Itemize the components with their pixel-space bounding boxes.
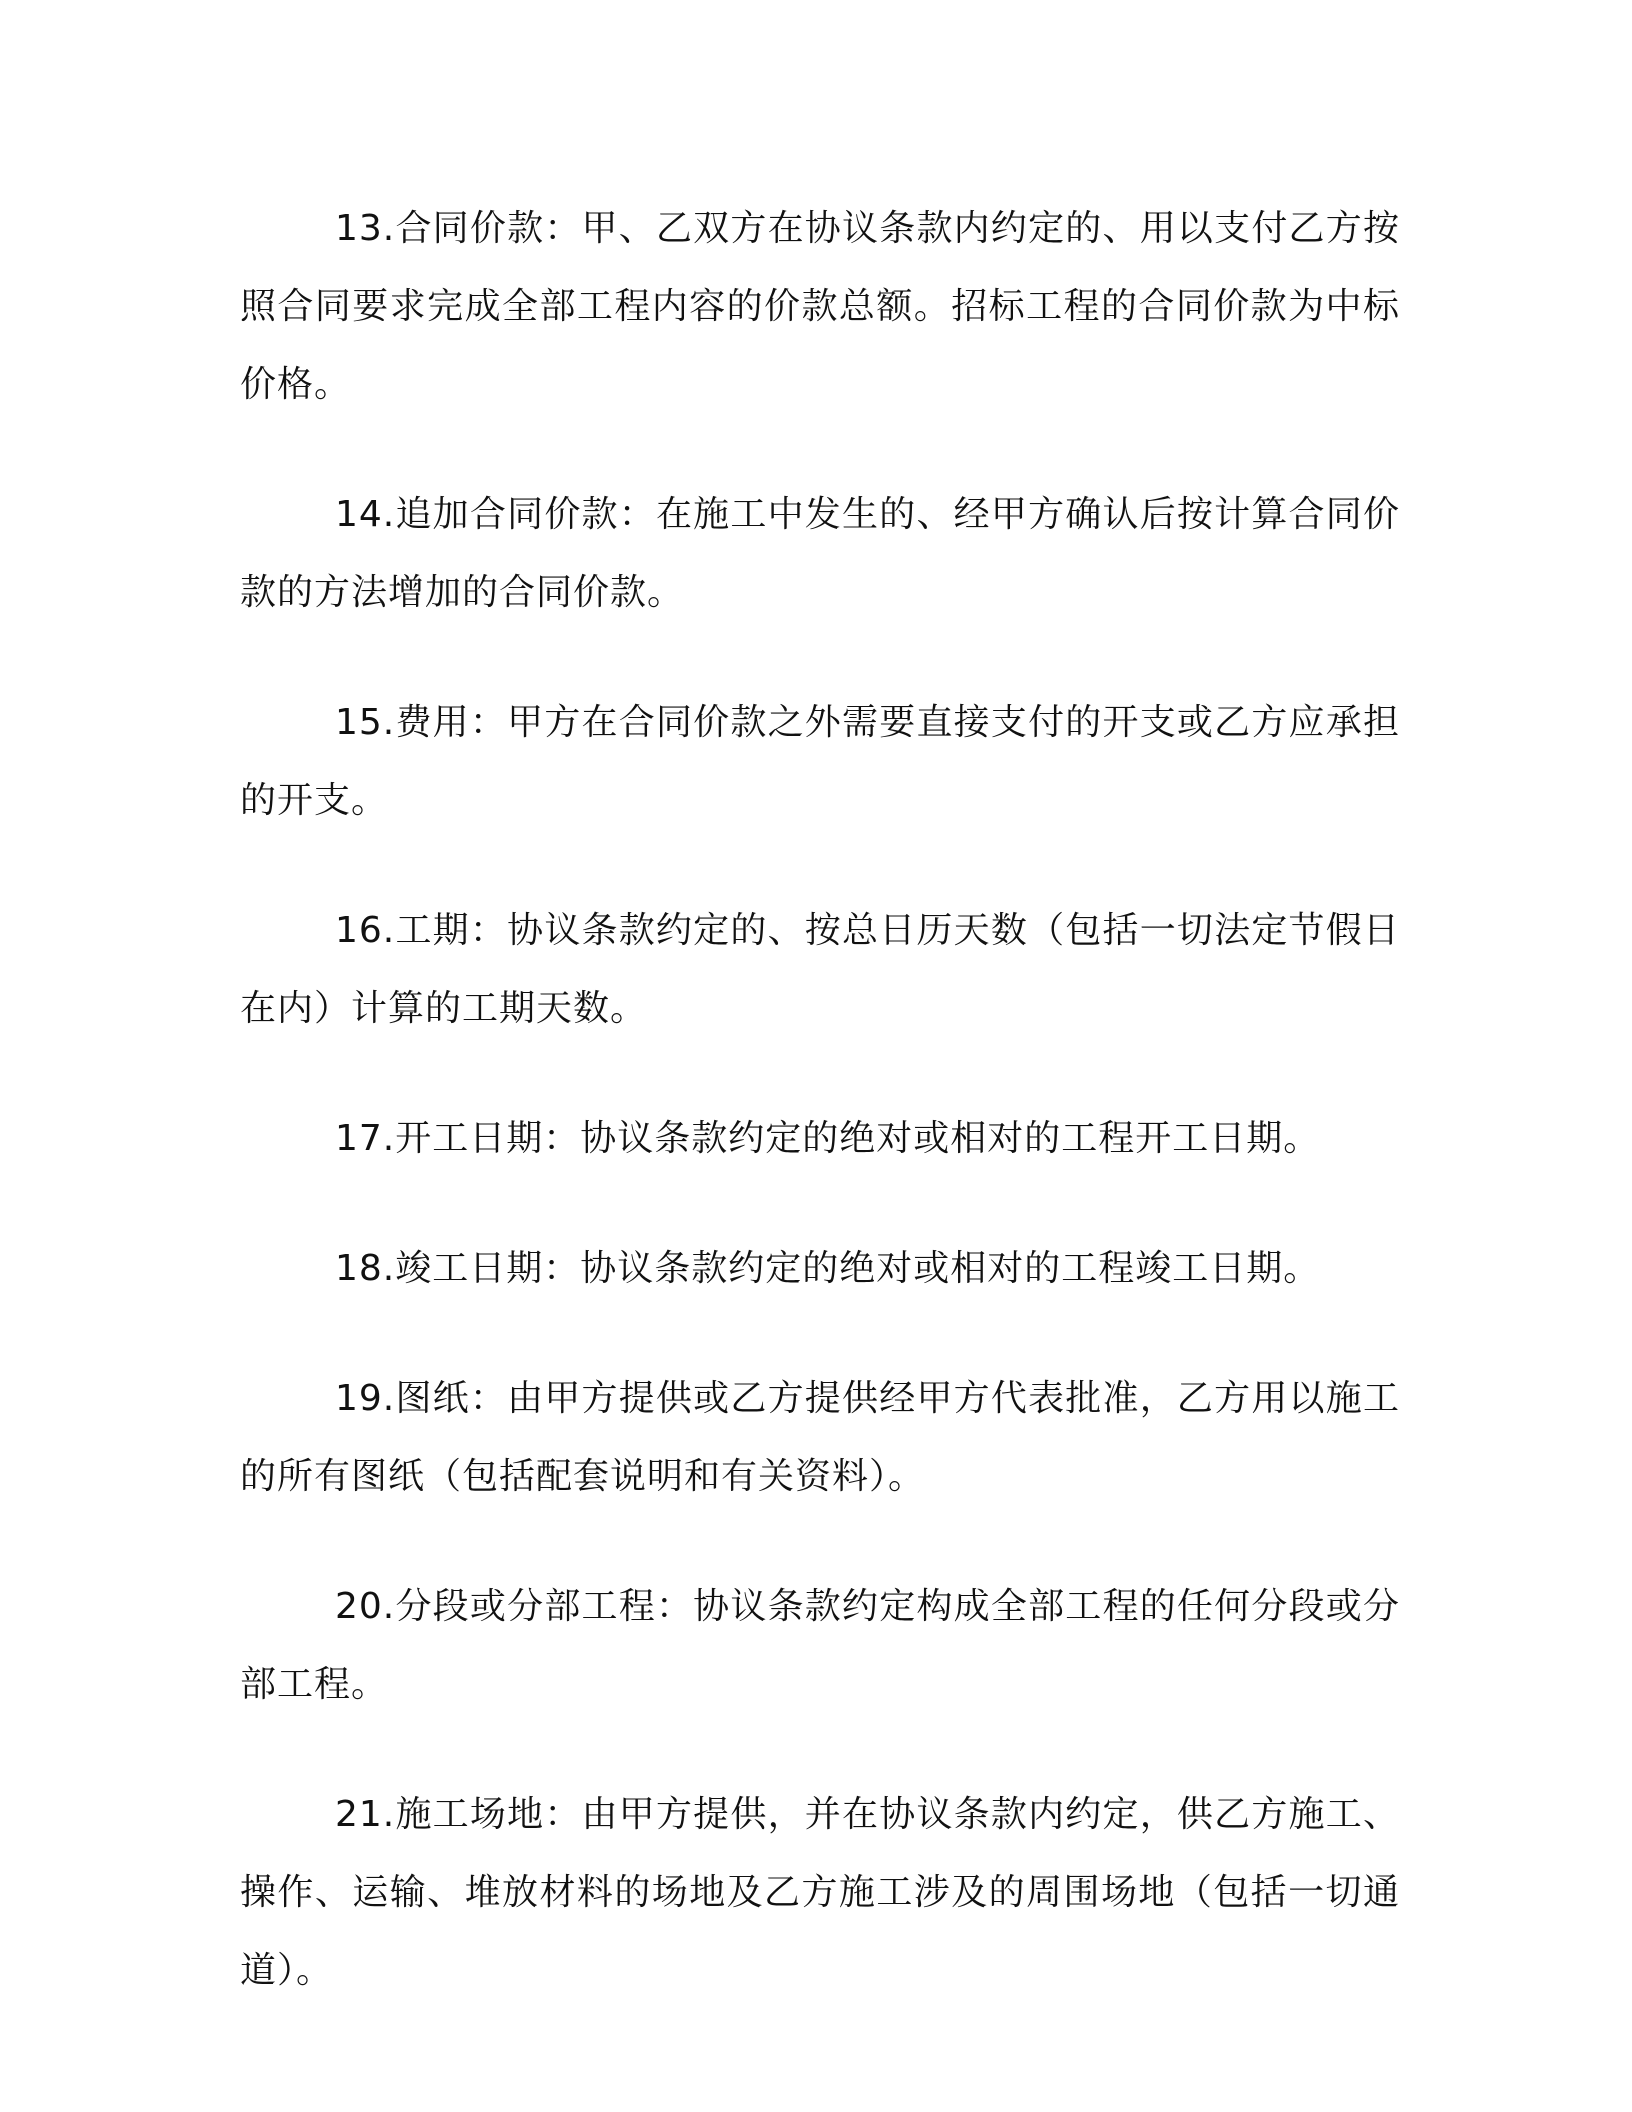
clause-text: 14.追加合同价款：在施工中发生的、经甲方确认后按计算合同价款的方法增加的合同价款。 (240, 494, 1400, 613)
clause-19 (240, 1360, 1400, 1516)
clause-text: 15.费用：甲方在合同价款之外需要直接支付的开支或乙方应承担的开支。 (240, 702, 1400, 821)
clause-text: 17.开工日期：协议条款约定的绝对或相对的工程开工日期。 (335, 1118, 1321, 1159)
clause-text: 13.合同价款：甲、乙双方在协议条款内约定的、用以支付乙方按照合同要求完成全部工程内容的价款总额。招标工程的合同价款为中标价格。 (240, 208, 1400, 405)
clause-text: 16.工期：协议条款约定的、按总日历天数（包括一切法定节假日在内）计算的工期天数。 (240, 910, 1400, 1029)
clause-text: 19.图纸：由甲方提供或乙方提供经甲方代表批准，乙方用以施工的所有图纸（包括配套说明和有关资料）。 (240, 1378, 1400, 1497)
clause-13 (240, 190, 1400, 424)
clause-14 (240, 476, 1400, 632)
clause-text: 21.施工场地：由甲方提供，并在协议条款内约定，供乙方施工、操作、运输、堆放材料的场地及乙方施工涉及的周围场地（包括一切通道）。 (240, 1794, 1400, 1991)
clause-text: 20.分段或分部工程：协议条款约定构成全部工程的任何分段或分部工程。 (240, 1586, 1400, 1705)
clause-17 (240, 1100, 1400, 1178)
clause-16 (240, 892, 1400, 1048)
clause-21 (240, 1776, 1400, 2010)
clause-18 (240, 1230, 1400, 1308)
clause-text: 18.竣工日期：协议条款约定的绝对或相对的工程竣工日期。 (335, 1248, 1321, 1289)
document-page (240, 190, 1400, 2062)
clause-20 (240, 1568, 1400, 1724)
clause-15 (240, 684, 1400, 840)
